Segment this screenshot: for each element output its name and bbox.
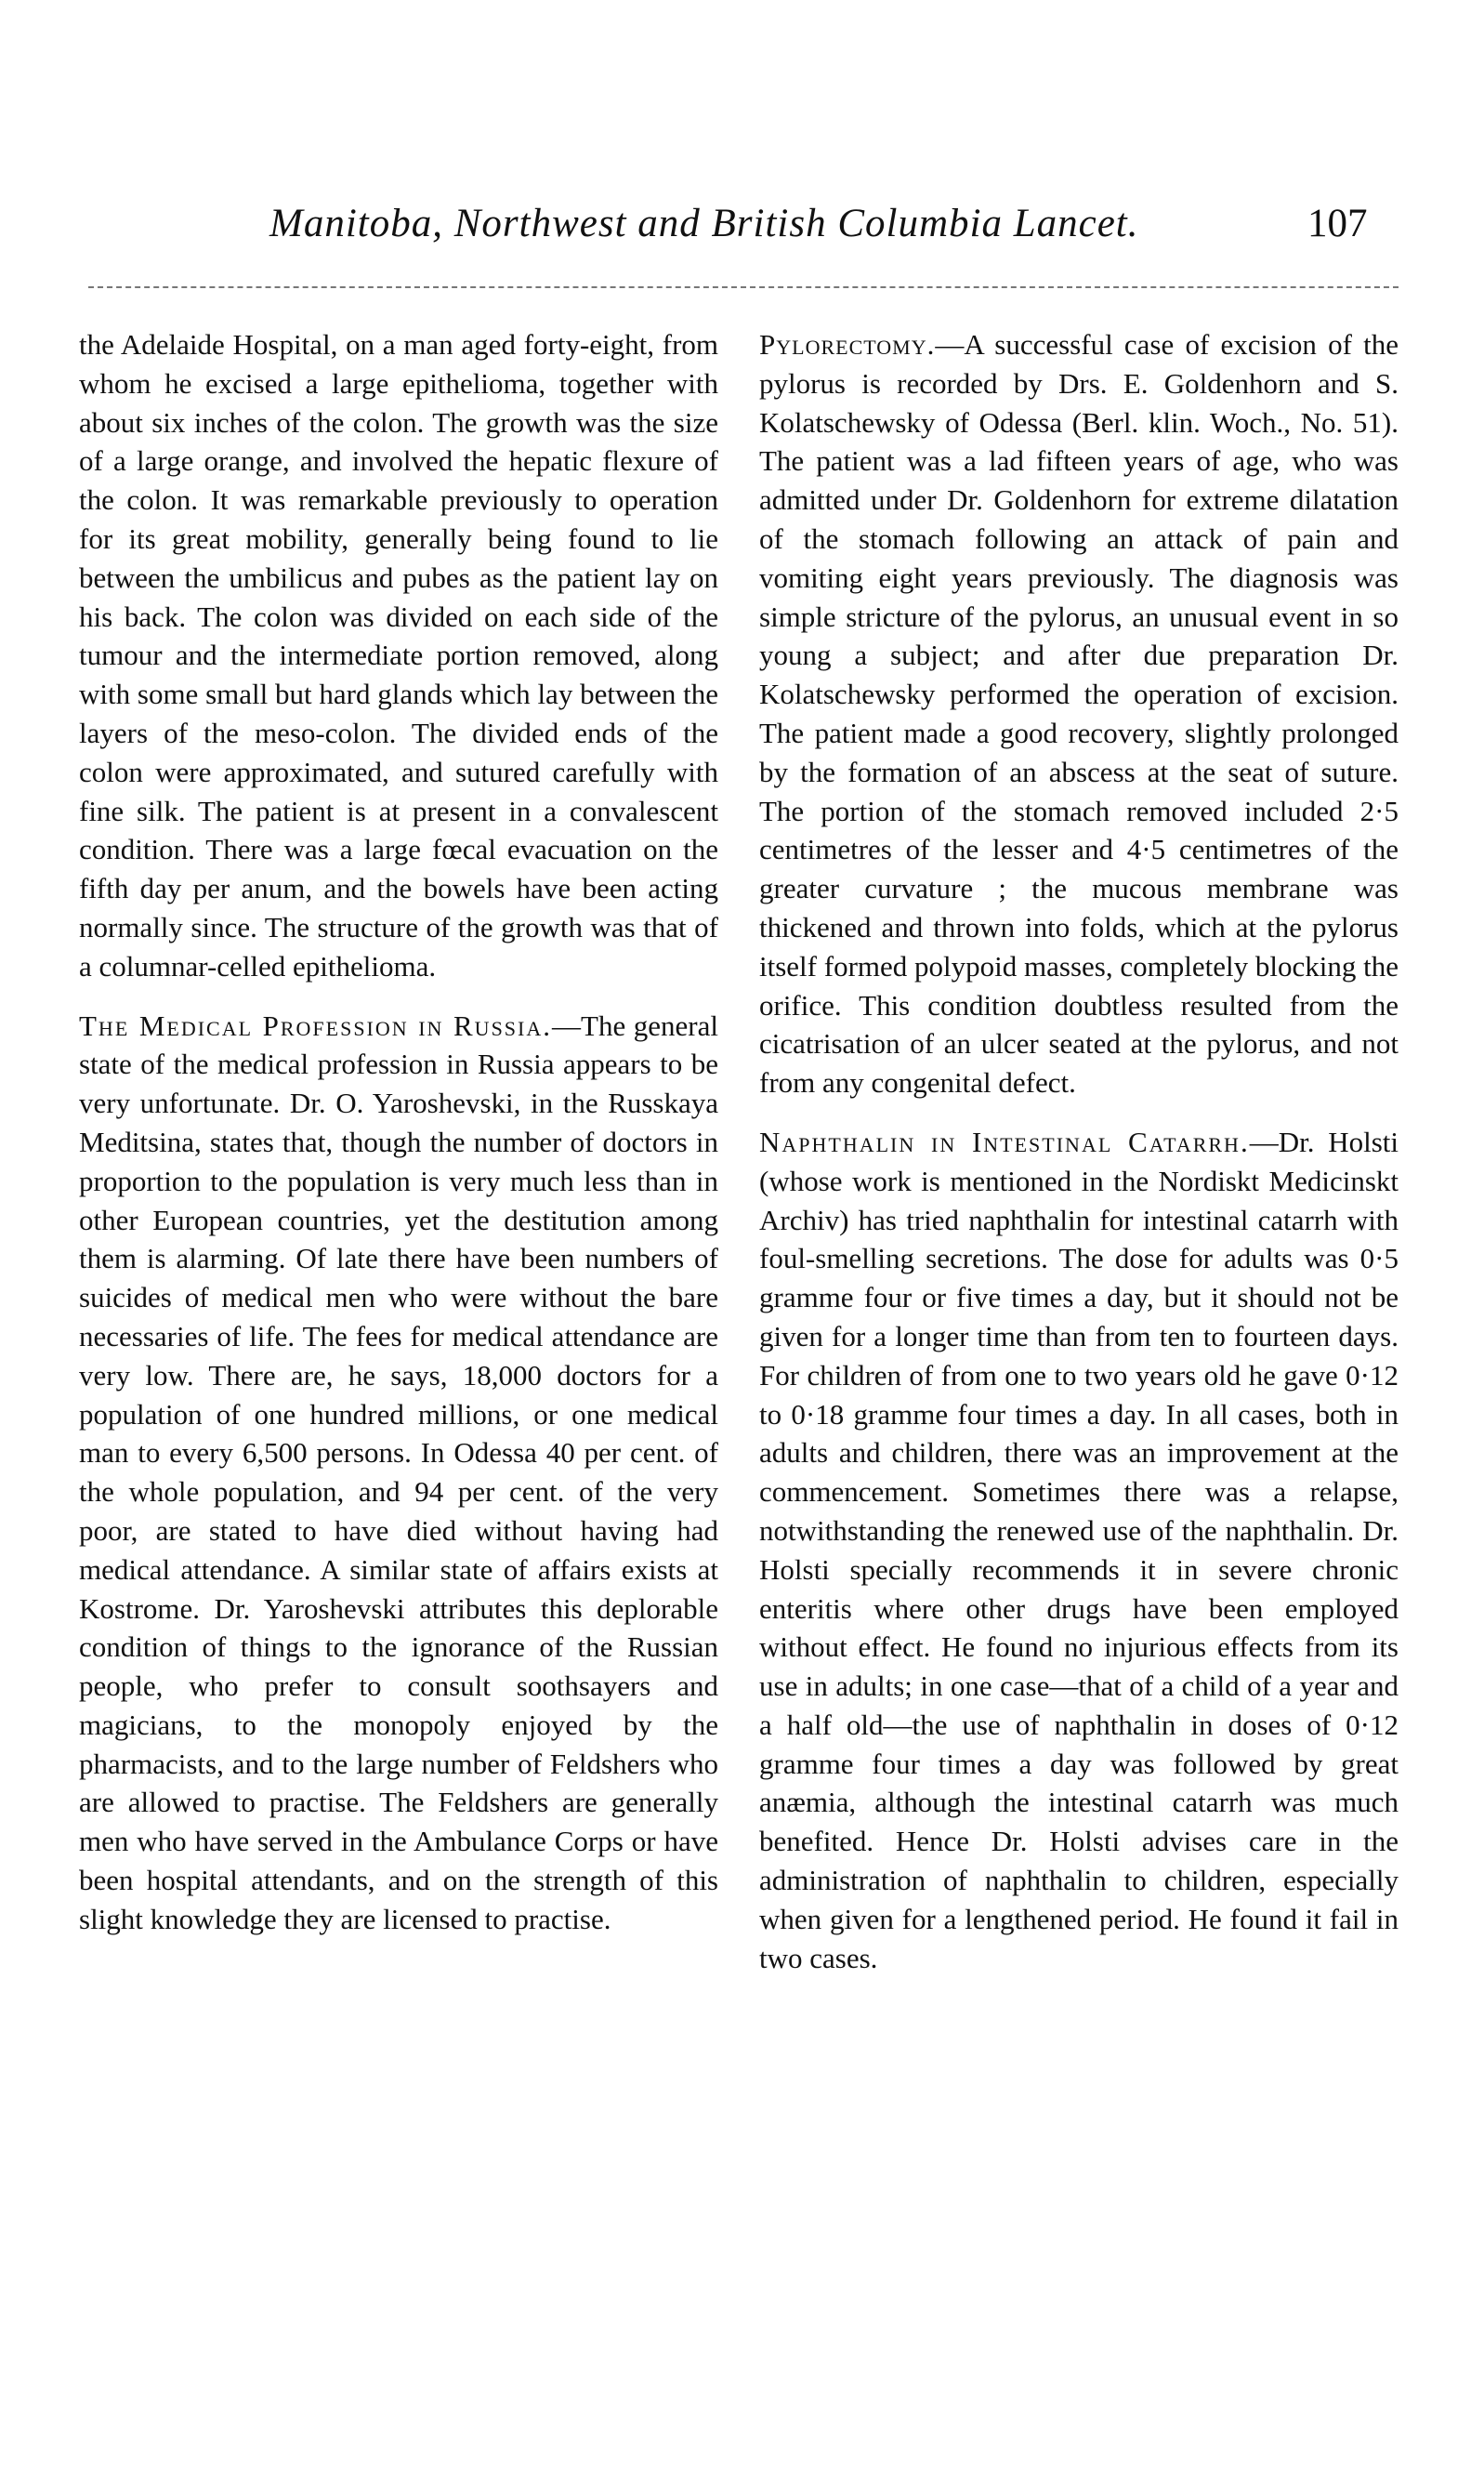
article-pylorectomy: [759, 325, 1399, 1102]
right-column: [759, 325, 1399, 1977]
paragraph-text: the Adelaide Hospital, on a man aged forty-eight, from whom he excised a large epithelioma, together with about six inches of the colon. The growth was the size of a large orange, and involved the hepatic flexure of the colon. It was remarkable previously to operation for its great mobility, generally being found to lie between the umbilicus and pubes as the patient lay on his back. The colon was divided on each side of the tumour and the intermediate portion removed, along with some small but hard glands which lay between the layers of the meso-colon. The divided ends of the colon were approximated, and sutured carefully with fine silk. The patient is at present in a convalescent condition. There was a large fœcal evacuation on the fifth day per anum, and the bowels have been acting normally since. The structure of the growth was that of a columnar-celled epithelioma.: [79, 328, 718, 983]
article-continuation: [79, 325, 718, 986]
section-title: The Medical Profession in Russia.: [79, 1009, 553, 1042]
page-number: 107: [1307, 202, 1368, 245]
paragraph-text: —Dr. Holsti (whose work is mentioned in the Nordiskt Medicinskt Archiv) has tried naphthalin for intestinal catarrh with foul-smelling secretions. The dose for adults was 0·5 gramme four or five times a day, but it should not be given for a longer time than from ten to fourteen days. For children of from one to two years old he gave 0·12 to 0·18 gramme four times a day. In all cases, both in adults and children, there was an improvement at the commencement. Sometimes there was a relapse, notwithstanding the renewed use of the naphthalin. Dr. Holsti specially recommends it in severe chronic enteritis where other drugs have been employed without effect. He found no injurious effects from its use in adults; in one case—that of a child of a year and a half old—the use of naphthalin in doses of 0·12 gramme four times a day was followed by great anæmia, although the intestinal catarrh was much benefited. Hence Dr. Holsti advises care in the administration of naphthalin to children, especially when given for a lengthened period. He found it fail in two cases.: [759, 1125, 1399, 1974]
header-rule: [88, 286, 1399, 288]
article-medical-profession-russia: [79, 1007, 718, 1939]
paragraph-text: —A successful case of excision of the pylorus is recorded by Drs. E. Goldenhorn and S. Kolatschewsky of Odessa (Berl. klin. Woch., No. 51). The patient was a lad fifteen years of age, who was admitted under Dr. Goldenhorn for extreme dilatation of the stomach following an attack of pain and vomiting eight years previously. The diagnosis was simple stricture of the pylorus, an unusual event in so young a subject; and after due preparation Dr. Kolatschewsky performed the operation of excision. The patient made a good recovery, slightly prolonged by the formation of an abscess at the seat of suture. The portion of the stomach removed included 2·5 centimetres of the lesser and 4·5 centimetres of the greater curvature ; the mucous membrane was thickened and thrown into folds, which at the pylorus itself formed polypoid masses, completely blocking the orifice. This condition doubtless resulted from the cicatrisation of an ulcer seated at the pylorus, and not from any congenital defect.: [759, 328, 1399, 1100]
section-title: Pylorectomy.: [759, 328, 936, 361]
page-header: [0, 201, 1484, 257]
left-column: [79, 325, 718, 1939]
article-naphthalin: [759, 1123, 1399, 1978]
section-title: Naphthalin in Intestinal Catarrh.: [759, 1125, 1250, 1158]
paragraph-text: —The general state of the medical profession in Russia appears to be very unfortunate. Dr. O. Yaroshevski, in the Russkaya Meditsina, states that, though the number of doctors in proportion to the population is very much less than in other European countries, yet the destitution among them is alarming. Of late there have been numbers of suicides of medical men who were without the bare necessaries of life. The fees for medical attendance are very low. There are, he says, 18,000 doctors for a population of one hundred millions, or one medical man to every 6,500 persons. In Odessa 40 per cent. of the whole population, and 94 per cent. of the very poor, are stated to have died without having had medical attendance. A similar state of affairs exists at Kostrome. Dr. Yaroshevski attributes this deplorable condition of things to the ignorance of the Russian people, who prefer to consult soothsayers and magicians, to the monopoly enjoyed by the pharmacists, and to the large number of Feldshers who are allowed to practise. The Feldshers are generally men who have served in the Ambulance Corps or have been hospital attendants, and on the strength of this slight knowledge they are licensed to practise.: [79, 1009, 718, 1935]
running-title: Manitoba, Northwest and British Columbia Lancet.: [269, 202, 1139, 245]
